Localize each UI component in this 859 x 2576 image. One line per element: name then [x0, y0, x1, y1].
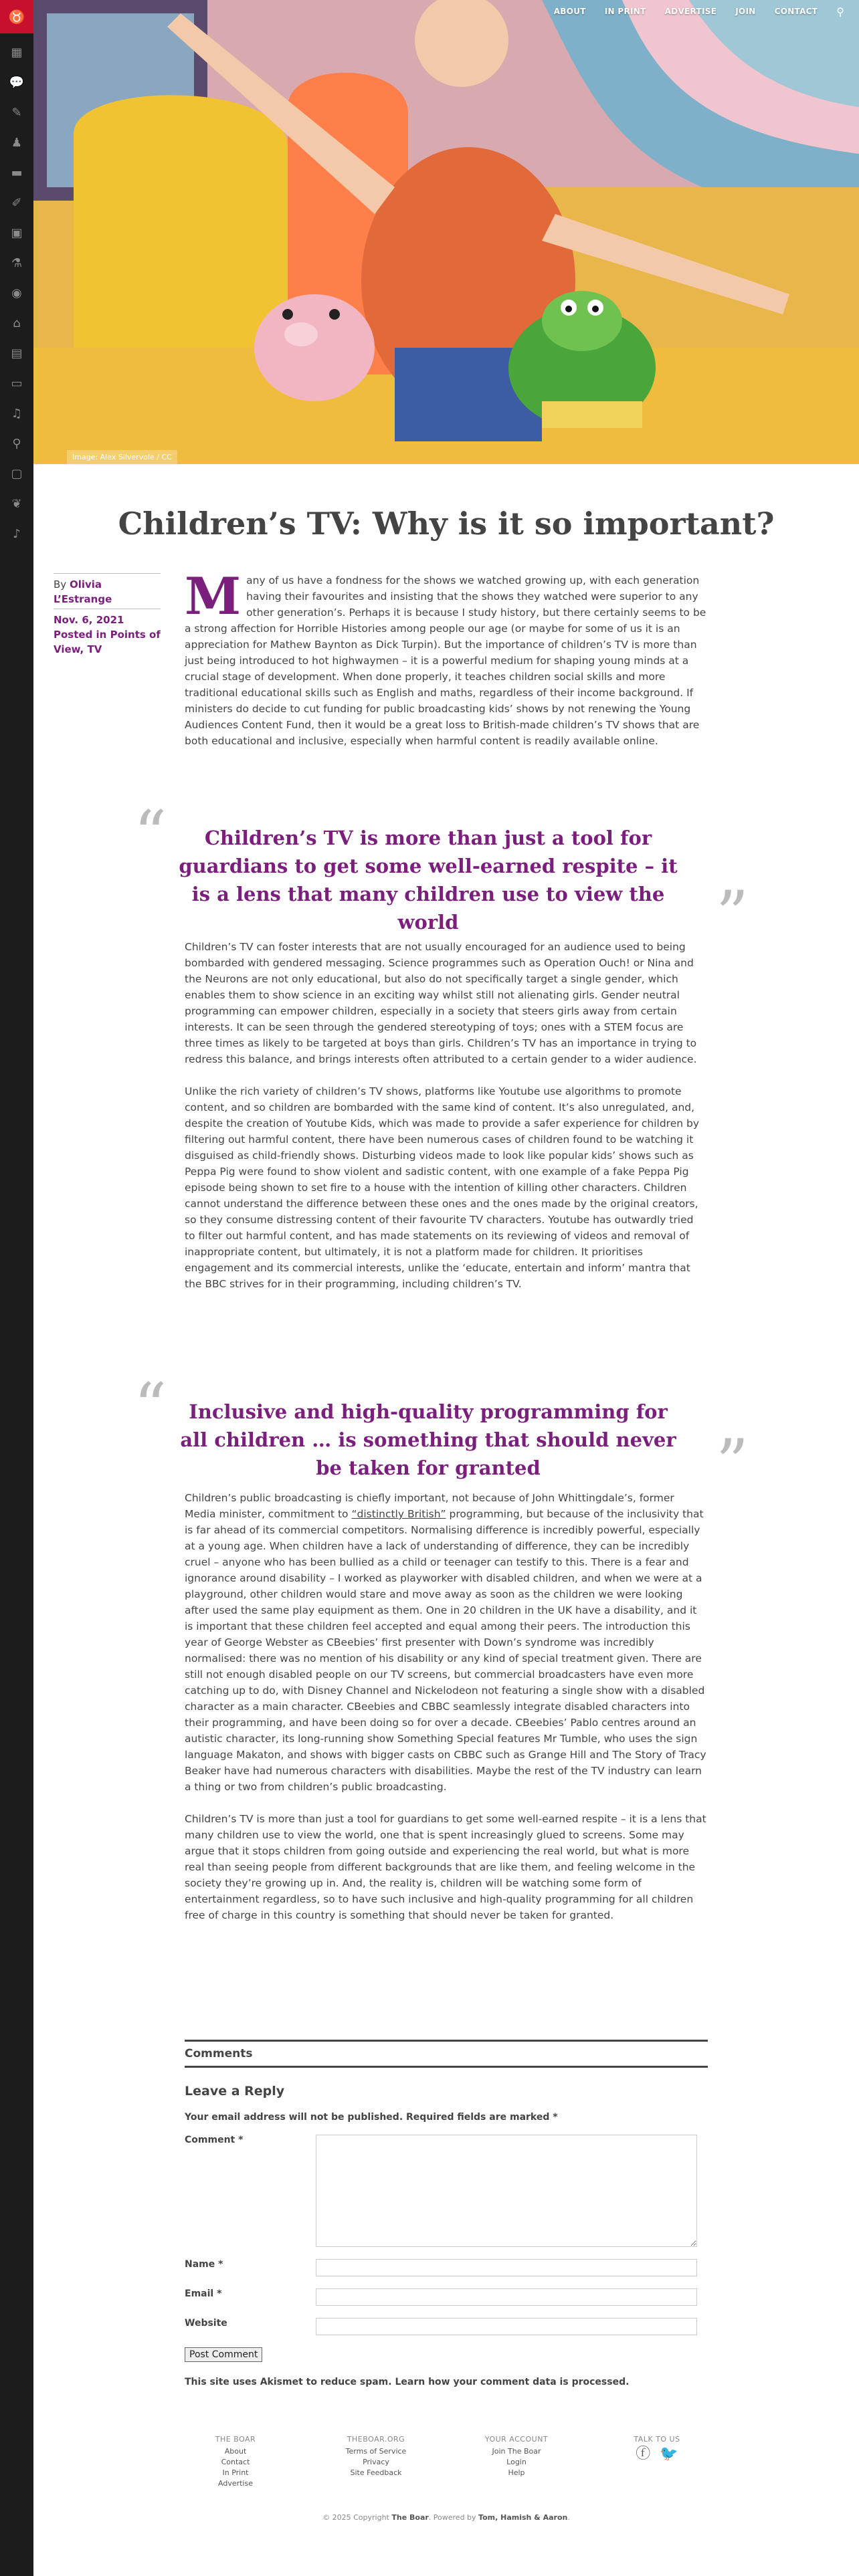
comments-section — [185, 2040, 708, 2387]
close-quote-icon: ” — [716, 1426, 749, 1501]
pull-quote-1-text: Children’s TV is more than just a tool for guardians to get some well-earned respite – it is a lens that many children use to view the world — [179, 827, 678, 934]
name-label: Name * — [185, 2259, 223, 2270]
name-input[interactable] — [316, 2259, 697, 2276]
music-note-icon[interactable]: ♫ — [11, 407, 23, 421]
footer-col-talk — [587, 2434, 727, 2489]
footer-link[interactable]: Site Feedback — [350, 2468, 402, 2477]
pull-quote-1 — [134, 824, 723, 936]
footer-link[interactable]: Help — [508, 2468, 525, 2477]
comment-label: Comment * — [185, 2135, 244, 2145]
copyright-mid: . Powered by — [428, 2513, 476, 2522]
music-icon[interactable]: ♪ — [13, 527, 21, 541]
article-title: Children’s TV: Why is it so important? — [118, 506, 775, 542]
pen-icon[interactable]: ✎ — [11, 106, 22, 120]
social-links — [587, 2446, 727, 2462]
nav-about[interactable]: ABOUT — [553, 7, 586, 16]
book-icon[interactable]: ✐ — [11, 196, 22, 210]
paragraph-2: Children’s TV can foster interests that are not usually encouraged for an audience used to being bombarded with gendered messaging. Science programmes such as Operation Ouch! or Nina and the Neurons are not only educational, but also do not specifically target a single gender, which enables them to show science in an exciting way whilst still not alienating girls. Gender neutral programming can empower children, especially in a society that steers girls away from certain interests. It can be seen through the gendered stereotyping of toys; ones with a STEM focus are three times as likely to be targeted at boys than girls. Children’s TV has an importance in trying to redress this balance, and brings interests often attributed to a certain gender to a wider audience. — [185, 941, 697, 1065]
twitter-icon[interactable]: 🐦 — [660, 2446, 678, 2462]
portfolio-icon[interactable]: ▣ — [11, 226, 23, 240]
website-row — [185, 2318, 708, 2335]
byline-prefix: By — [54, 578, 67, 591]
required-notes: Your email address will not be published. Required fields are marked * — [185, 2112, 558, 2123]
person-icon[interactable]: ♟ — [11, 136, 23, 150]
article-meta — [54, 573, 161, 657]
email-row — [185, 2288, 708, 2306]
pull-quote-2 — [134, 1398, 723, 1482]
hero-image — [33, 0, 859, 464]
chat-icon[interactable]: 💬 — [9, 76, 25, 90]
facebook-icon[interactable]: ⓕ — [636, 2446, 651, 2462]
copyright — [33, 2513, 859, 2522]
footer-col-theboar-org — [306, 2434, 446, 2489]
footer-link[interactable]: Login — [506, 2458, 527, 2466]
comment-textarea[interactable] — [316, 2135, 697, 2247]
comment-row — [185, 2135, 708, 2247]
gamepad-icon[interactable]: ◉ — [11, 286, 22, 300]
copyright-end: . — [567, 2513, 570, 2522]
article-body-2 — [185, 1490, 706, 1939]
leave-reply-title: Leave a Reply — [185, 2084, 285, 2099]
post-comment-button[interactable]: Post Comment — [185, 2347, 262, 2362]
open-quote-icon: “ — [134, 1370, 167, 1444]
close-quote-icon: ” — [716, 877, 749, 952]
author-link[interactable]: Olivia L’Estrange — [54, 578, 112, 605]
footer-col-heading: THEBOAR.ORG — [347, 2435, 405, 2444]
footer-link[interactable]: About — [224, 2447, 247, 2456]
walking-icon[interactable]: ⚲ — [12, 437, 21, 451]
paragraph-5: Children’s TV is more than just a tool for guardians to get some well-earned respite – it is a lens that many children use to view the world, one that is spent increasingly glued to screens. Some may argue that it stops children from going outside and experiencing the real world, but what is more real than seeing people from different backgrounds that are like them, and feeling welcome in the society they’re growing up in. And, the reality is, children will be watching some form of entertainment regardless, so to have such inclusive and high-quality programming for all children free of charge in this country is something that should never be taken for granted. — [185, 1813, 706, 1921]
footer-col-the-boar — [165, 2434, 306, 2489]
paragraph-4 — [185, 1490, 706, 1795]
footer-link[interactable]: Privacy — [363, 2458, 389, 2466]
comments-heading: Comments — [185, 2040, 708, 2068]
hero-illustration — [33, 0, 859, 464]
copyright-authors: Tom, Hamish & Aaron — [478, 2513, 568, 2522]
boar-logo-icon: ♉ — [8, 9, 25, 25]
open-quote-icon: “ — [134, 797, 167, 872]
byline — [54, 573, 161, 609]
leaf-icon[interactable]: ❦ — [11, 497, 22, 511]
tv-icon[interactable]: ▢ — [11, 467, 23, 481]
drop-cap: M — [185, 566, 242, 626]
boar-logo[interactable] — [0, 0, 33, 33]
nav-advertise[interactable]: ADVERTISE — [664, 7, 717, 16]
email-input[interactable] — [316, 2288, 697, 2306]
lead-paragraph — [185, 566, 706, 749]
calendar-icon[interactable]: ▦ — [11, 45, 23, 60]
paragraph-4-end: programming, but because of the inclusivity that is far ahead of its commercial competitors. Normalising difference is incredibly powerful, especially at a young age. When children have a lack of understanding of difference, they can be incredibly cruel – anyone who has been bullied as a child or teenager can testify to this. There is a fear and ignorance around disability – I worked as playworker with disabled children, and when we were at a playground, other children would stare and move away as soon as the children we were looking after used the same play equipment as them. One in 20 children in the UK have a disability, and it is important that these children feel accepted and equal among their peers. The introduction this year of George Webster as CBeebies’ first presenter with Down’s syndrome was incredibly normalised: there was no mention of his disability or any kind of special treatment given. There are still not enough disabled people on our TV screens, but commercial broadcasters have even more catching up to do, with Disney Channel and Nickelodeon not featuring a single show with a disabled character as a main character. CBeebies and CBBC seamlessly integrate disabled characters into their programming, and have been doing so for over a decade. CBeebies’ Pablo centres around an autistic character, its long-running show Something Special features Mr Tumble, who uses the sign language Makaton, and shows with bigger casts on CBBC such as Grange Hill and The Story of Tracy Beaker have had numerous characters with disabilities. Maybe the rest of the TV industry can learn a thing or two from children’s public broadcasting. — [185, 1508, 706, 1793]
nav-contact[interactable]: CONTACT — [774, 7, 818, 16]
top-navigation — [545, 0, 859, 23]
footer-col-heading: TALK TO US — [634, 2435, 680, 2444]
article-body-1 — [185, 939, 706, 1308]
footer-link[interactable]: Contact — [221, 2458, 250, 2466]
footer-link[interactable]: In Print — [222, 2468, 249, 2477]
search-icon[interactable]: ⚲ — [836, 5, 844, 18]
name-row — [185, 2259, 708, 2276]
akismet-notice: This site uses Akismet to reduce spam. Learn how your comment data is processed. — [185, 2377, 630, 2387]
publish-date: Nov. 6, 2021 — [54, 614, 124, 626]
category-links[interactable]: Posted in Points of View, TV — [54, 629, 161, 655]
flask-icon[interactable]: ⚗ — [11, 256, 23, 270]
tag-icon[interactable]: ⌂ — [13, 316, 21, 330]
website-label: Website — [185, 2318, 227, 2329]
sidebar-icon-list — [0, 33, 33, 549]
left-sidebar — [0, 0, 33, 2576]
site-footer — [33, 2434, 859, 2522]
paragraph-4-start: Children’s public broadcasting is chiefly important, not because of John Whittingdale’s, former Media minister, commitment to — [185, 1492, 674, 1520]
footer-link[interactable]: Advertise — [218, 2479, 253, 2488]
footer-col-heading: THE BOAR — [215, 2435, 256, 2444]
distinctly-british-link[interactable]: “distinctly British” — [351, 1508, 446, 1520]
footer-col-account — [446, 2434, 587, 2489]
copyright-prefix: © 2025 Copyright — [322, 2513, 389, 2522]
paragraph-3: Unlike the rich variety of children’s TV shows, platforms like Youtube use algorithms to promote content, and so children are bombarded with the same kind of content. It’s also unregulated, and, despite the creation of Youtube Kids, which was made to provide a safer experience for children by filtering out harmful content, there have been numerous cases of children found to be watching it disguised as child-friendly shows. Disturbing videos made to look like popular kids’ shows such as Peppa Pig were found to show violent and sadistic content, with one example of a fake Peppa Pig episode being shown to set fire to a house with the intention of killing other characters. Children cannot understand the difference between these ones and the ones made by the original creators, so they consume distressing content of their favourite TV characters. Youtube has outwardly tried to filter out harmful content, and has made statements on its reviewing of videos and removal of inappropriate content, but ultimately, it is not a platform made for children. It prioritises engagement and its commercial interests, unlike the ‘educate, entertain and inform’ mantra that the BBC strives for in their programming, including children’s TV. — [185, 1085, 700, 1290]
nav-in-print[interactable]: IN PRINT — [604, 7, 646, 16]
film-icon[interactable]: ▤ — [11, 346, 23, 360]
footer-col-heading: YOUR ACCOUNT — [484, 2435, 549, 2444]
keyboard-icon[interactable]: ▭ — [11, 377, 23, 391]
footer-link[interactable]: Terms of Service — [345, 2447, 407, 2456]
email-label: Email * — [185, 2288, 222, 2299]
pull-quote-2-text: Inclusive and high-quality programming for all children … is something that should never be taken for granted — [180, 1400, 676, 1479]
website-input[interactable] — [316, 2318, 697, 2335]
lead-text: any of us have a fondness for the shows we watched growing up, with each generation having their favourites and insisting that the shows they watched were superior to any other generation’s. Perhaps it is because I study history, but there certainly seems to be a strong affection for Horrible Histories among people our age (or maybe for some of us it is an appreciation for Mathew Baynton as Dick Turpin). But the importance of children’s TV is more than just being introduced to hot highwaymen – it is a powerful medium for shaping young minds at a crucial stage of development. When done properly, it teaches children social skills and more traditional educational skills such as English and maths, regardless of their income background. If ministers do decide to cut funding for public broadcasting kids’ shows by not renewing the Young Audiences Content Fund, then it would be a great loss to British-made children’s TV shows that are both educational and inclusive, especially when harmful content is readily available online. — [185, 574, 706, 747]
briefcase-icon[interactable]: ▬ — [11, 166, 23, 180]
image-credit: Image: Alex Silvervole / CC — [67, 450, 177, 464]
footer-link[interactable]: Join The Boar — [492, 2447, 541, 2456]
nav-join[interactable]: JOIN — [735, 7, 756, 16]
copyright-brand[interactable]: The Boar — [391, 2513, 429, 2522]
footer-columns — [33, 2434, 859, 2489]
